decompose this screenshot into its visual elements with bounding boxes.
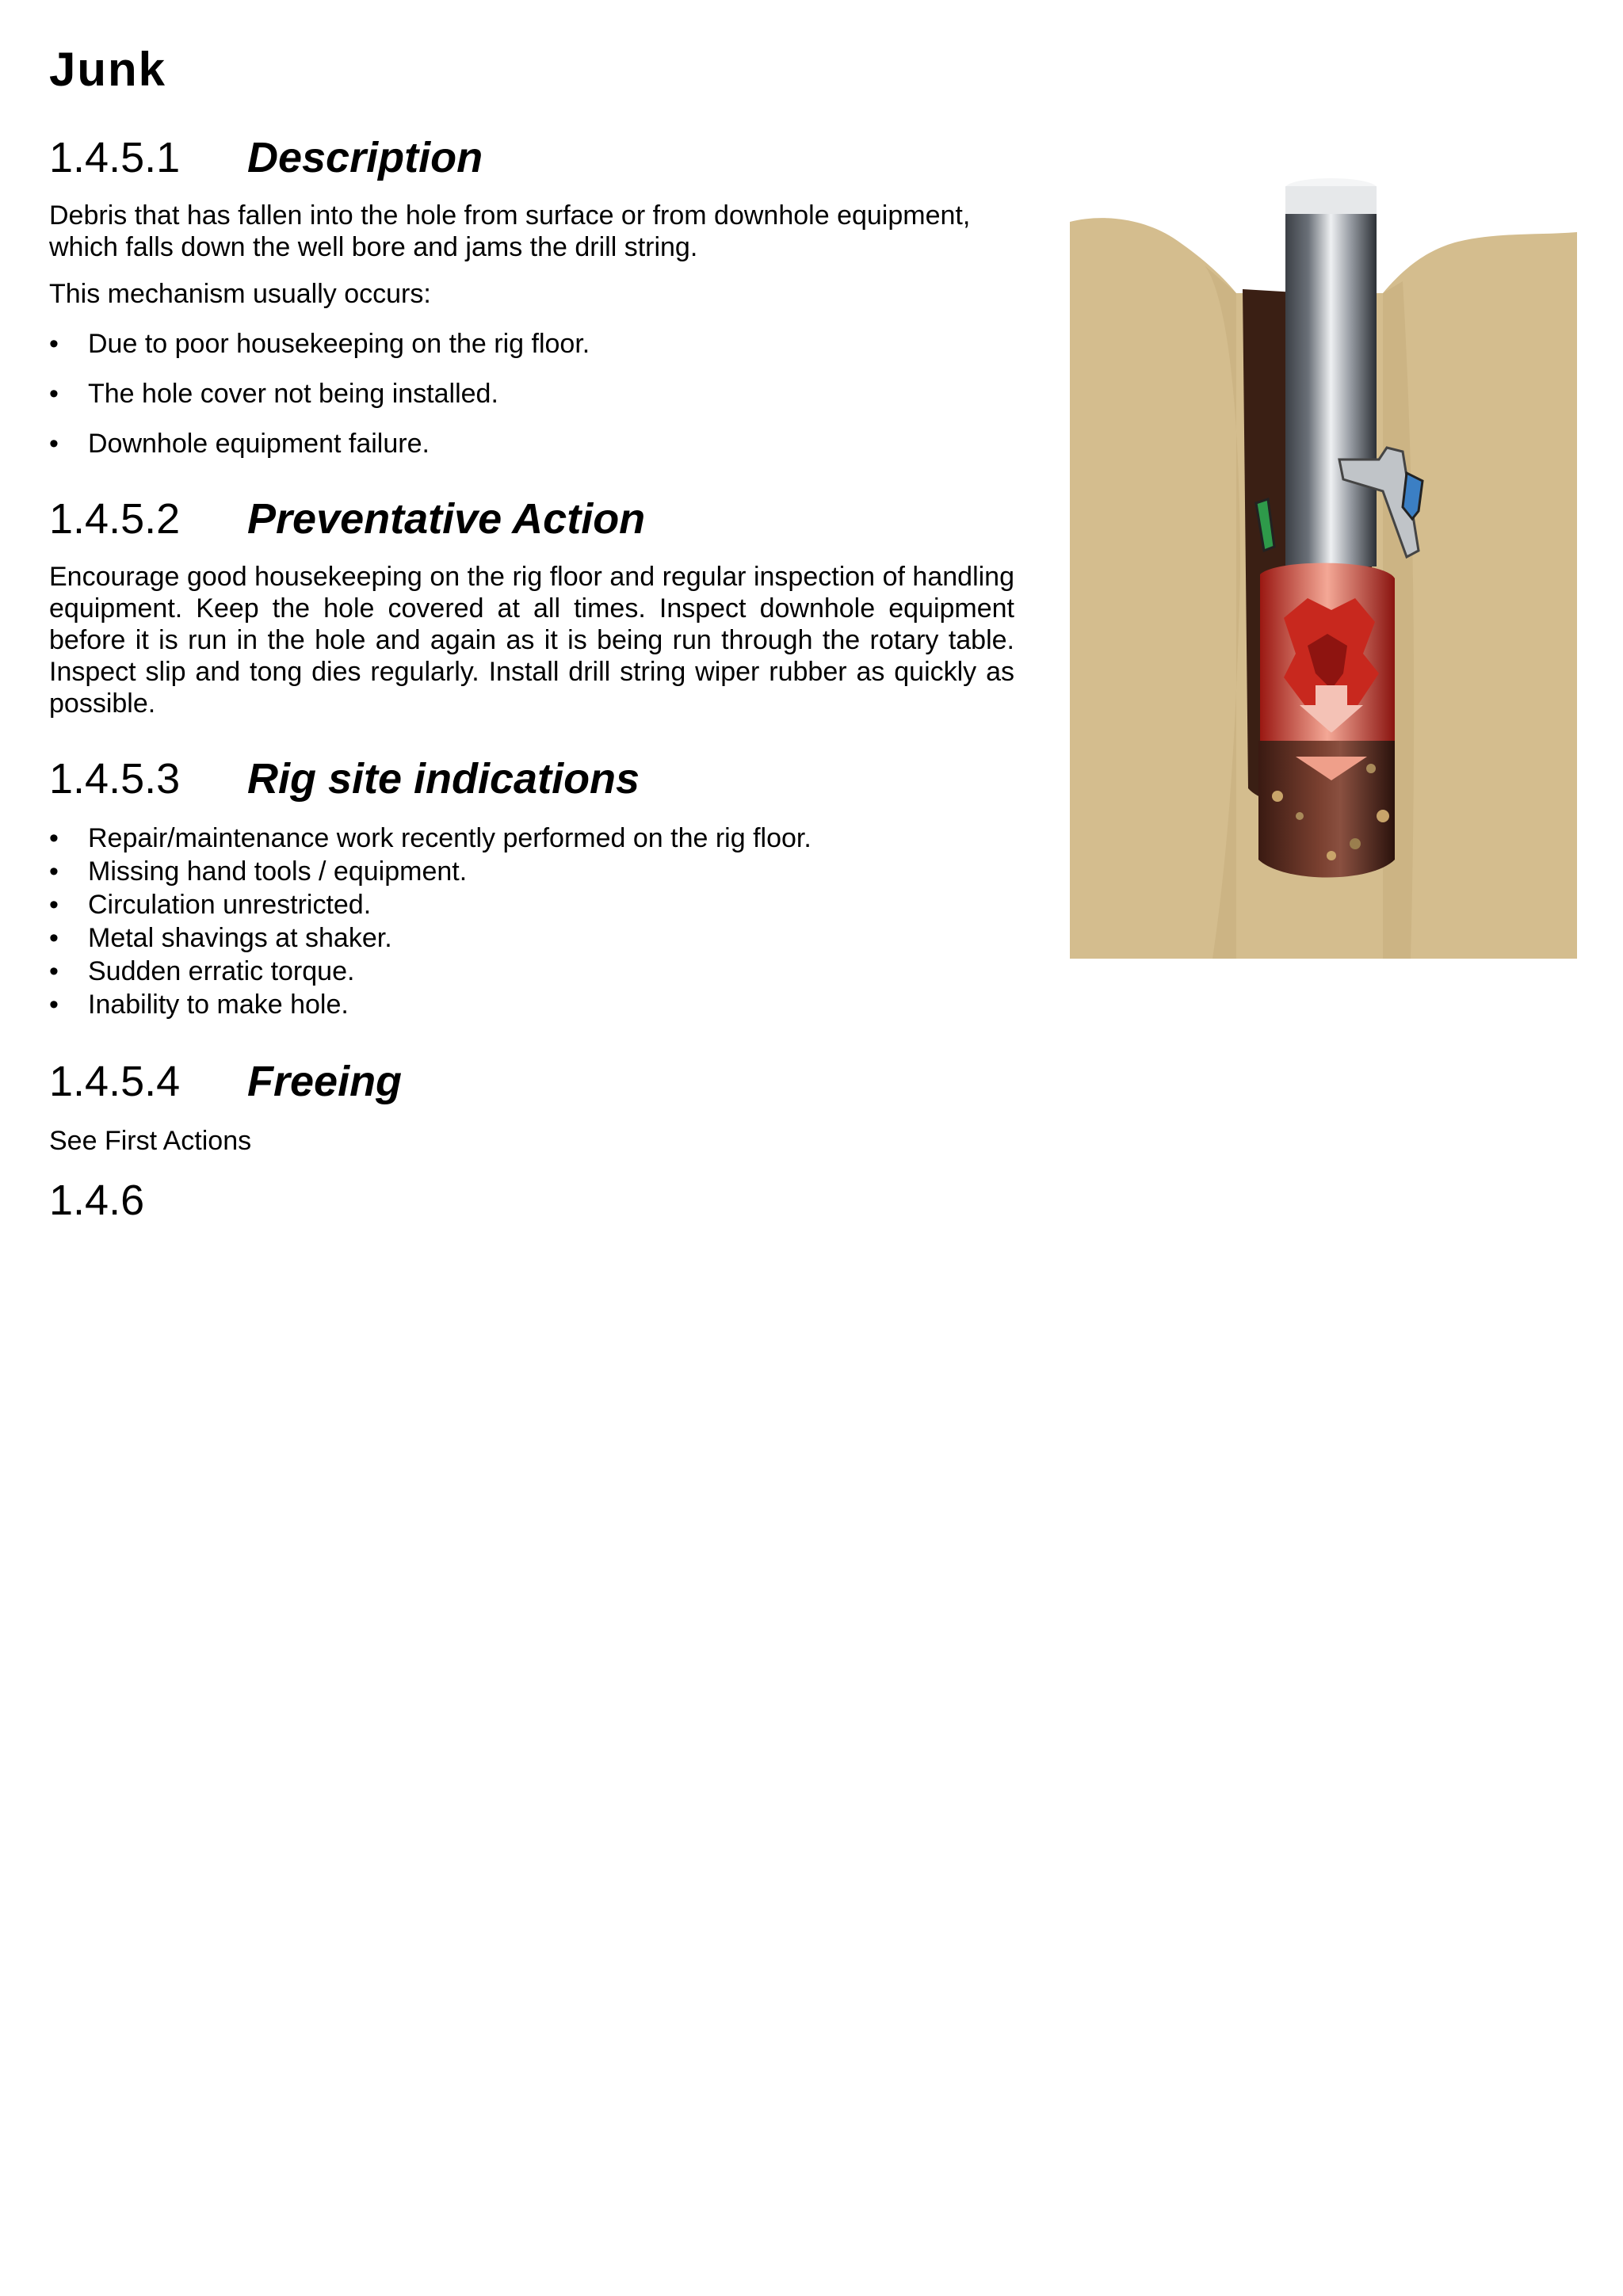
section-title: Description [247, 134, 483, 181]
section-number: 1.4.5.3 [49, 755, 181, 803]
formation-shape [1070, 218, 1236, 959]
section-heading-rig-site-indications [49, 751, 640, 807]
list-item: • Missing hand tools / equipment. [49, 856, 468, 887]
cutting [1296, 812, 1304, 820]
list-item: • The hole cover not being installed. [49, 379, 498, 409]
section-heading-1-4-6 [49, 1173, 247, 1228]
page-title: Junk [49, 43, 167, 96]
description-bullet-list [49, 328, 1014, 460]
freeing-paragraph: See First Actions [49, 1126, 252, 1156]
bullet-icon: • [49, 856, 59, 887]
section-number: 1.4.5.1 [49, 134, 181, 181]
list-item: • Circulation unrestricted. [49, 890, 372, 920]
drill-pipe [1285, 186, 1377, 566]
junk-in-hole-illustration [1070, 178, 1577, 959]
freeing-body [49, 1125, 1014, 1157]
section-title: Preventative Action [247, 495, 646, 543]
section-heading-freeing [49, 1054, 402, 1109]
list-item: • Metal shavings at shaker. [49, 923, 392, 953]
rig-site-indications-body [49, 822, 1014, 1022]
cutting [1377, 810, 1389, 822]
cutting [1350, 838, 1361, 849]
rig-site-indications-list [49, 822, 1014, 1020]
description-body [49, 200, 1014, 478]
list-item: • Due to poor housekeeping on the rig floor. [49, 329, 590, 359]
section-number: 1.4.5.4 [49, 1058, 181, 1105]
bullet-icon: • [49, 990, 59, 1020]
description-intro: This mechanism usually occurs: [49, 279, 431, 309]
section-heading-description [49, 130, 483, 185]
list-item: • Sudden erratic torque. [49, 956, 355, 986]
bullet-icon: • [49, 823, 59, 853]
description-paragraph: Debris that has fallen into the hole from surface or from downhole equipment, which falls down the well bore and jams the drill string. [49, 200, 971, 262]
bullet-icon: • [49, 923, 59, 953]
preventative-action-paragraph: Encourage good housekeeping on the rig floor and regular inspection of handling equipment. Keep the hole covered at all times. Inspect downhole equipment before it is run in the hole and again as it is being run through the rotary table. Inspect slip and tong dies regularly. Install drill string wiper rubber as quickly as possible. [49, 562, 1014, 719]
bullet-icon: • [49, 890, 59, 920]
cutting [1272, 791, 1283, 802]
list-item: • Inability to make hole. [49, 990, 349, 1020]
list-item: • Downhole equipment failure. [49, 429, 430, 459]
section-title: Rig site indications [247, 755, 640, 803]
list-item: • Repair/maintenance work recently performed on the rig floor. [49, 823, 812, 853]
section-title: Freeing [247, 1058, 403, 1105]
section-heading-preventative-action [49, 491, 645, 547]
bullet-icon: • [49, 429, 59, 459]
cutting [1327, 851, 1336, 860]
section-number: 1.4.6 [49, 1177, 145, 1224]
pipe-top-band [1285, 186, 1377, 214]
section-number: 1.4.5.2 [49, 495, 181, 543]
cutting [1366, 764, 1376, 773]
bullet-icon: • [49, 379, 59, 409]
preventative-action-body [49, 561, 1014, 719]
bullet-icon: • [49, 329, 59, 359]
bullet-icon: • [49, 956, 59, 986]
